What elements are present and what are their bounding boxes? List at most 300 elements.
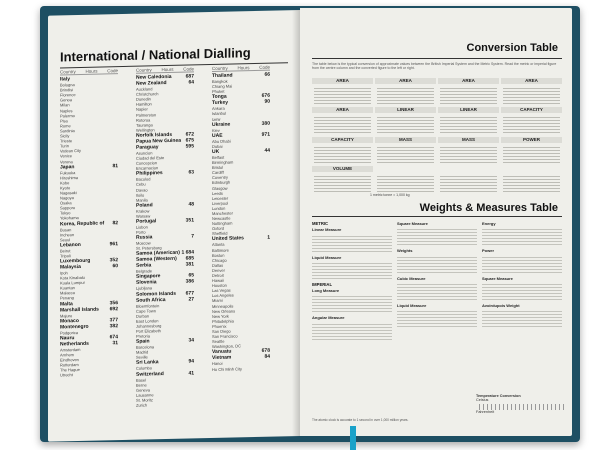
- dial-code: 595: [185, 143, 194, 150]
- measure-system-title: IMPERIAL: [312, 281, 333, 287]
- place-name: Busan: [60, 226, 72, 232]
- place-name: Rotorua: [136, 117, 151, 123]
- conversion-block-rows: [377, 86, 434, 105]
- place-name: Boston: [212, 252, 225, 258]
- place-name: Portugal: [136, 218, 157, 225]
- temperature-conversion: [476, 394, 566, 414]
- dial-code: 675: [185, 137, 194, 144]
- place-name: Majuro: [60, 312, 73, 319]
- place-name: Monaco: [60, 317, 79, 325]
- place-name: Seoul: [60, 236, 71, 243]
- measure-heading: Angular Measure: [312, 315, 345, 321]
- place-name: Kota Kinabalu: [60, 274, 85, 281]
- dial-code: 65: [188, 272, 194, 279]
- city-row: [136, 401, 194, 407]
- place-name: Eindhoven: [60, 356, 79, 363]
- place-name: Dunedin: [136, 96, 151, 103]
- conversion-block-rows: [440, 145, 497, 164]
- place-name: Izmir: [212, 116, 221, 122]
- conversion-block-rows: [503, 174, 560, 193]
- weights-column-2: [397, 220, 477, 330]
- place-name: New York: [212, 313, 229, 319]
- place-name: Utrecht: [60, 372, 73, 378]
- conversion-block-rows: [440, 86, 497, 105]
- dial-code: 82: [112, 219, 118, 226]
- place-name: Hiroshima: [60, 174, 79, 181]
- place-name: Philadelphia: [212, 318, 234, 324]
- column-header-hours: Hours: [161, 66, 174, 73]
- conversion-block: [438, 137, 499, 164]
- place-name: Bangkok: [212, 78, 228, 85]
- place-name: Hawaii: [212, 277, 225, 284]
- conversion-block-rows: [377, 145, 434, 164]
- conversion-block-title: AREA: [438, 78, 499, 84]
- place-name: Istanbul: [212, 111, 227, 117]
- place-name: Korea, Republic of: [60, 219, 105, 227]
- place-name: Encarnacion: [136, 165, 159, 171]
- conversion-block: [375, 137, 436, 164]
- place-name: San Diego: [212, 328, 231, 335]
- place-name: Palermo: [60, 112, 75, 119]
- measure-rows: [397, 227, 477, 247]
- place-name: Abu Dhabi: [212, 138, 231, 144]
- place-name: Manchester: [212, 210, 233, 216]
- conversion-block-title: AREA: [375, 78, 436, 84]
- conversion-rule: [312, 58, 562, 59]
- place-name: Sicily: [60, 133, 70, 139]
- place-name: Port Elizabeth: [136, 328, 161, 334]
- place-name: Glasgow: [212, 185, 228, 191]
- place-name: East London: [136, 318, 159, 324]
- place-name: Nauru: [60, 334, 75, 342]
- place-name: Amsterdam: [60, 346, 81, 353]
- conversion-block: [501, 137, 562, 164]
- place-name: Chicago: [212, 257, 227, 263]
- place-name: Osaka: [60, 200, 72, 206]
- place-name: Asuncion: [136, 150, 153, 156]
- place-name: Kobe: [60, 180, 70, 186]
- place-name: St. Moritz: [136, 397, 153, 403]
- place-name: Basel: [136, 377, 147, 383]
- dial-code: 677: [185, 289, 194, 297]
- dial-code: 64: [188, 79, 194, 86]
- dial-code: 687: [185, 73, 194, 80]
- place-name: Malta: [60, 300, 73, 308]
- place-name: Podgorica: [60, 329, 79, 336]
- conversion-block: [312, 166, 373, 193]
- place-name: Tripoli: [60, 253, 71, 259]
- conversion-block-title: CAPACITY: [312, 137, 373, 143]
- place-name: Penang: [60, 295, 74, 301]
- dial-code: 386: [185, 278, 194, 286]
- place-name: Samoa (American): [136, 250, 180, 258]
- place-name: Bloemfontein: [136, 302, 160, 309]
- place-name: Spain: [136, 338, 150, 345]
- place-name: Los Angeles: [212, 292, 234, 299]
- measure-heading: Cubic Measure: [397, 275, 426, 281]
- weights-column-3: [482, 220, 562, 330]
- dialling-title: International / National Dialling: [60, 45, 251, 65]
- dial-code: 382: [109, 322, 118, 329]
- dial-code: 381: [185, 261, 194, 268]
- conversion-block: [312, 78, 373, 105]
- place-name: Philippines: [136, 170, 163, 178]
- place-name: Auckland: [136, 86, 153, 92]
- column-header-country: Country: [136, 67, 152, 73]
- dial-code: 27: [188, 295, 194, 303]
- conversion-block-title: MASS: [375, 137, 436, 143]
- place-name: Trieste: [60, 138, 73, 144]
- place-name: Malaysia: [60, 263, 81, 271]
- conversion-block: [501, 166, 562, 193]
- dial-code: 60: [112, 263, 118, 270]
- place-name: Nagasaki: [60, 190, 77, 196]
- measure-heading: Long Measure: [312, 288, 340, 294]
- conversion-block-rows: [377, 174, 434, 193]
- conversion-block-rows: [503, 86, 560, 105]
- conversion-title: Conversion Table: [466, 42, 558, 54]
- measure-rows: [312, 294, 392, 314]
- dial-code: 676: [261, 93, 270, 100]
- place-name: Kyoto: [60, 185, 71, 191]
- place-name: Concepcion: [136, 160, 158, 166]
- place-name: Montenegro: [60, 323, 89, 331]
- measure-heading: Energy: [482, 221, 496, 226]
- place-name: Johannesburg: [136, 323, 162, 329]
- place-name: Tonga: [212, 94, 227, 101]
- measure-rows: [397, 282, 477, 302]
- measure-heading: Square Measure: [482, 275, 513, 281]
- place-name: Turkey: [212, 100, 229, 107]
- conversion-block: [375, 166, 436, 193]
- dial-code: 377: [109, 316, 118, 323]
- dial-code: 81: [112, 162, 118, 169]
- place-name: Ankara: [212, 106, 225, 112]
- dial-code: 66: [264, 71, 270, 78]
- place-name: Wellington: [136, 127, 155, 133]
- place-name: Liverpool: [212, 200, 229, 206]
- place-name: Berne: [136, 382, 147, 388]
- place-name: United States: [212, 235, 244, 243]
- city-row: [60, 371, 118, 377]
- city-row: [212, 365, 270, 371]
- place-name: Oxford: [212, 225, 225, 232]
- place-name: Phuket: [212, 88, 225, 95]
- place-name: Christchurch: [136, 91, 159, 97]
- place-name: Vietnam: [212, 354, 232, 362]
- place-name: UK: [212, 148, 220, 155]
- place-name: Ipoh: [60, 270, 68, 276]
- dial-code: 692: [109, 305, 118, 312]
- measure-rows: [482, 309, 562, 329]
- measure-heading: Square Measure: [397, 221, 428, 226]
- dial-code: 674: [109, 333, 118, 341]
- conversion-block-rows: [314, 86, 371, 105]
- place-name: Manila: [136, 197, 148, 203]
- place-name: Fukuoka: [60, 169, 76, 176]
- place-name: Krakow: [136, 208, 150, 214]
- place-name: Leeds: [212, 190, 223, 196]
- place-name: Dubai: [212, 143, 223, 149]
- conversion-block-title: VOLUME: [312, 166, 373, 172]
- dial-code: 1 684: [181, 249, 194, 257]
- measure-rows: [482, 282, 562, 302]
- place-name: Birmingham: [212, 159, 234, 166]
- conversion-block-title: AREA: [312, 107, 373, 113]
- conversion-intro: The table below is the typical conversion of approximate values between the British Imperial System and the Metric System. Read the metric or imperial figure from the centre column and the converted figure to the left or right.: [312, 62, 557, 71]
- place-name: Samoa (Western): [136, 256, 177, 264]
- conversion-block-title: AREA: [501, 78, 562, 84]
- place-name: South Africa: [136, 296, 166, 304]
- place-name: Cape Town: [136, 307, 156, 314]
- place-name: Lebanon: [60, 241, 81, 249]
- dial-code: 678: [261, 348, 270, 355]
- place-name: Venice: [60, 153, 73, 159]
- conversion-block-rows: [440, 174, 497, 193]
- measure-rows: [312, 234, 392, 254]
- conversion-block: [501, 107, 562, 134]
- place-name: Luxembourg: [60, 257, 91, 265]
- place-name: Palmerston: [136, 111, 157, 118]
- column-header-country: Country: [212, 65, 228, 71]
- dial-code: 44: [264, 147, 270, 154]
- dial-code: 961: [109, 240, 118, 248]
- place-name: Rome: [60, 123, 71, 129]
- place-name: Ljubljana: [136, 285, 153, 292]
- place-name: Minneapolis: [212, 303, 234, 309]
- place-name: Sheffield: [212, 230, 228, 237]
- place-name: Pretoria: [136, 333, 151, 339]
- dial-code: 971: [261, 131, 270, 138]
- place-name: Russia: [136, 234, 153, 241]
- place-name: Vanuatu: [212, 348, 232, 356]
- place-name: Bristol: [212, 164, 224, 171]
- bookmark-ribbon: [350, 426, 356, 450]
- place-name: Solomon Islands: [136, 290, 177, 298]
- place-name: Yokohama: [60, 215, 79, 221]
- place-name: Baltimore: [212, 247, 229, 253]
- place-name: Pisa: [60, 118, 68, 124]
- column-header-hours: Hours: [237, 65, 250, 71]
- conversion-block: [438, 107, 499, 134]
- dial-code: 685: [185, 255, 194, 262]
- place-name: Cebu: [136, 181, 146, 188]
- place-name: New Caledonia: [136, 74, 172, 81]
- dial-code: 48: [188, 201, 194, 208]
- place-name: Ukraine: [212, 121, 231, 128]
- measure-heading: Avoirdupois Weight: [482, 302, 520, 308]
- column-header-code: Code: [107, 68, 118, 74]
- place-name: Poland: [136, 202, 153, 209]
- measure-heading: Liquid Measure: [312, 254, 342, 260]
- place-name: Paraguay: [136, 144, 159, 151]
- dial-code: 1: [267, 235, 270, 242]
- place-name: San Francisco: [212, 333, 238, 340]
- place-name: Slovenia: [136, 279, 157, 287]
- temperature-title: Temperature Conversion: [476, 394, 521, 398]
- place-name: Napier: [136, 106, 148, 113]
- place-name: Ciudad del Este: [136, 155, 165, 161]
- place-name: Bologna: [60, 82, 75, 88]
- conversion-block-rows: [503, 145, 560, 164]
- conversion-block-title: LINEAR: [438, 107, 499, 113]
- place-name: The Hague: [60, 367, 80, 373]
- dial-code: 352: [109, 257, 118, 264]
- measure-heading: Linear Measure: [312, 227, 342, 233]
- conversion-grid: [312, 78, 562, 193]
- place-name: Coventry: [212, 174, 229, 181]
- column-header-hours: Hours: [85, 68, 98, 74]
- place-name: Detroit: [212, 272, 224, 278]
- conversion-block-rows: [314, 145, 371, 164]
- dial-code: 380: [261, 120, 270, 127]
- right-page: [300, 8, 572, 436]
- place-name: Sapporo: [60, 205, 76, 211]
- dial-code: 41: [188, 369, 194, 377]
- place-name: Sri Lanka: [136, 359, 159, 367]
- place-name: Arnhem: [60, 351, 75, 358]
- place-name: Switzerland: [136, 370, 164, 378]
- conversion-block-title: AREA: [312, 78, 373, 84]
- place-name: Kuantan: [60, 285, 75, 291]
- place-name: Ho Chi Minh City: [212, 365, 243, 372]
- place-name: Japan: [60, 163, 75, 171]
- place-name: Lausanne: [136, 392, 154, 398]
- place-name: New Orleans: [212, 308, 236, 314]
- place-name: Turin: [60, 143, 69, 149]
- place-name: Washington, DC: [212, 343, 241, 350]
- place-name: Verona: [60, 158, 73, 164]
- place-name: Vatican City: [60, 148, 82, 154]
- dial-code: 90: [264, 99, 270, 106]
- place-name: Nagoya: [60, 195, 74, 201]
- place-name: Florence: [60, 92, 76, 98]
- place-name: Hamilton: [136, 101, 152, 108]
- conversion-block-title: POWER: [501, 137, 562, 143]
- place-name: Thailand: [212, 72, 233, 80]
- place-name: UAE: [212, 132, 223, 139]
- dial-code: 84: [264, 354, 270, 361]
- place-name: Kuala Lumpur: [60, 280, 85, 286]
- place-name: Barcelona: [136, 344, 155, 350]
- dialling-column-2: [136, 66, 194, 433]
- place-name: Geneva: [136, 387, 151, 393]
- conversion-note: 1 metric tonne = 1,000 kg: [370, 193, 410, 197]
- conversion-block: [438, 78, 499, 105]
- place-name: Warsaw: [136, 213, 151, 219]
- place-name: Miami: [212, 298, 223, 304]
- weights-rule: [312, 216, 562, 217]
- conversion-block: [312, 137, 373, 164]
- conversion-block: [501, 78, 562, 105]
- conversion-block-rows: [314, 174, 371, 193]
- conversion-block: [375, 107, 436, 134]
- place-name: Norfolk Islands: [136, 131, 173, 139]
- measure-heading: Weights: [397, 248, 413, 254]
- dialling-column-3: [212, 65, 270, 432]
- measure-system-title: METRIC: [312, 221, 329, 226]
- place-name: Nottingham: [212, 220, 233, 227]
- dial-code: 672: [185, 131, 194, 138]
- conversion-block: [438, 166, 499, 193]
- place-name: Iloilo: [136, 192, 145, 198]
- place-name: New Zealand: [136, 80, 167, 87]
- place-name: Seville: [136, 354, 148, 361]
- place-name: Malacca: [60, 290, 75, 296]
- conversion-block: [312, 107, 373, 134]
- dial-code: 351: [185, 217, 194, 224]
- measure-rows: [312, 261, 392, 281]
- place-name: Phoenix: [212, 323, 227, 329]
- place-name: Brindisi: [60, 87, 74, 93]
- column-header-code: Code: [259, 64, 270, 70]
- place-name: St. Petersburg: [136, 245, 162, 251]
- place-name: Papua New Guinea: [136, 137, 182, 145]
- place-name: Tokyo: [60, 210, 71, 216]
- conversion-block-rows: [377, 115, 434, 134]
- conversion-block-title: LINEAR: [375, 107, 436, 113]
- measure-rows: [482, 227, 562, 247]
- measure-heading: Power: [482, 248, 495, 254]
- place-name: Durban: [136, 313, 150, 319]
- conversion-block-rows: [440, 115, 497, 134]
- dial-code: 34: [188, 337, 194, 344]
- place-name: Seattle: [212, 338, 225, 345]
- place-name: Denver: [212, 267, 225, 273]
- dial-code: 356: [109, 299, 118, 306]
- place-name: Newcastle: [212, 215, 231, 222]
- place-name: Marshall Islands: [60, 306, 99, 314]
- conversion-block-title: CAPACITY: [501, 107, 562, 113]
- place-name: Bacolod: [136, 176, 151, 183]
- place-name: Rotterdam: [60, 362, 79, 368]
- place-name: Naples: [60, 107, 73, 114]
- place-name: Moscow: [136, 240, 151, 246]
- weights-column-1: [312, 220, 392, 343]
- temperature-scale-celsius: Celsius: [476, 398, 489, 402]
- place-name: Porto: [136, 229, 146, 235]
- place-name: Lisbon: [136, 224, 148, 230]
- place-name: Dallas: [212, 262, 224, 268]
- conversion-block-rows: [503, 115, 560, 134]
- place-name: Houston: [212, 282, 227, 289]
- temperature-scale-fahrenheit: Fahrenheit: [476, 410, 495, 414]
- left-page: [48, 10, 300, 442]
- place-name: Serbia: [136, 262, 152, 270]
- place-name: Sardinia: [60, 128, 75, 134]
- dial-code: 31: [112, 339, 118, 347]
- place-name: Netherlands: [60, 340, 89, 348]
- place-name: Belfast: [212, 154, 225, 160]
- place-name: Kiev: [212, 127, 220, 133]
- place-name: London: [212, 205, 226, 211]
- footnote: The atomic clock is accurate to 1 second in over 1,000 million years.: [312, 418, 409, 422]
- weights-title: Weights & Measures Table: [419, 202, 558, 214]
- measure-rows: [312, 322, 392, 342]
- place-name: Hanoi: [212, 361, 223, 367]
- place-name: Belgrade: [136, 268, 153, 275]
- place-name: Zurich: [136, 402, 148, 408]
- measure-rows: [397, 309, 477, 329]
- place-name: Madrid: [136, 349, 149, 356]
- place-name: Davao: [136, 186, 148, 193]
- column-header-code: Code: [183, 66, 194, 72]
- dial-code: 7: [191, 233, 194, 240]
- conversion-block-rows: [314, 115, 371, 134]
- place-name: Beirut: [60, 248, 71, 254]
- measure-heading: Liquid Measure: [397, 302, 427, 308]
- place-name: Incheon: [60, 231, 75, 238]
